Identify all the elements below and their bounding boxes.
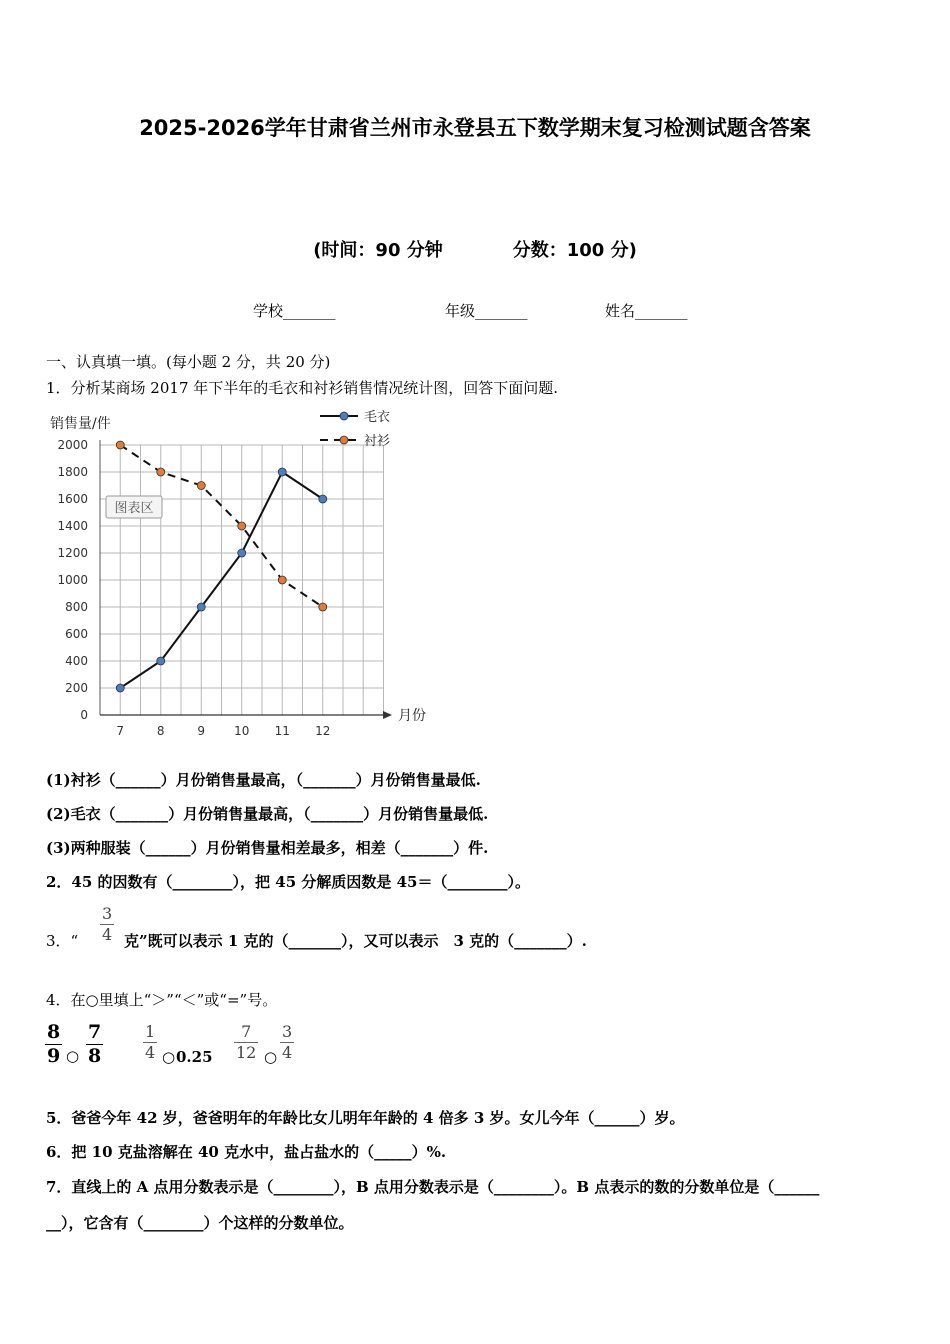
school-field: 学校_______ [253, 302, 336, 320]
legend-label: 衬衫 [364, 434, 391, 449]
fraction-numerator: 3 [282, 1022, 293, 1041]
y-tick-label: 0 [80, 708, 88, 722]
x-axis-arrow [383, 711, 392, 719]
sales-line-chart [40, 400, 460, 750]
legend-marker [340, 412, 348, 420]
fraction-1-4 [143, 1024, 157, 1061]
data-point-sweater [157, 657, 165, 665]
fraction-numerator: 3 [102, 904, 113, 923]
y-tick-label: 1600 [57, 492, 88, 506]
compare-circle: ○ [66, 1047, 80, 1065]
data-point-sweater [238, 549, 246, 557]
y-tick-label: 800 [65, 600, 88, 614]
question-7-cont: __），它含有（________）个这样的分数单位。 [46, 1214, 354, 1232]
x-tick-label: 10 [234, 724, 250, 738]
question-4: 4．在○里填上“＞”“＜”或“=”号。 [46, 991, 278, 1009]
grade-field: 年级_______ [445, 302, 528, 320]
fraction-denominator: 4 [102, 925, 113, 944]
data-point-shirt [157, 468, 165, 476]
question-1-2: (2)毛衣（_______）月份销售量最高，（_______）月份销售量最低. [46, 805, 489, 823]
question-1-1: (1)衬衫（______）月份销售量最高，（_______）月份销售量最低. [46, 771, 481, 789]
y-tick-label: 600 [65, 627, 88, 641]
y-axis-label: 销售量/件 [50, 416, 111, 432]
fraction-denominator: 9 [47, 1045, 61, 1067]
fraction-denominator: 4 [282, 1043, 293, 1062]
fraction-numerator: 8 [47, 1021, 61, 1043]
y-tick-label: 1400 [57, 519, 88, 533]
y-tick-label: 200 [65, 681, 88, 695]
fraction-7-8 [86, 1023, 103, 1066]
fraction-7-12 [234, 1024, 258, 1061]
fraction-denominator: 8 [88, 1045, 102, 1067]
chart-area-tooltip: 图表区 [114, 501, 154, 516]
data-point-sweater [278, 468, 286, 476]
fraction-numerator: 7 [88, 1021, 102, 1043]
question-3-prefix: 3．“ [46, 932, 79, 950]
data-point-shirt [197, 482, 205, 490]
fraction-denominator: 4 [145, 1043, 156, 1062]
x-tick-label: 11 [274, 724, 290, 738]
legend-marker [340, 436, 348, 444]
name-field: 姓名_______ [605, 302, 688, 320]
question-1: 1．分析某商场 2017 年下半年的毛衣和衬衫销售情况统计图，回答下面问题. [46, 379, 559, 397]
y-tick-label: 1000 [57, 573, 88, 587]
data-point-shirt [116, 441, 124, 449]
fraction-denominator: 12 [236, 1043, 257, 1062]
question-2: 2．45 的因数有（________），把 45 分解质因数是 45＝（________）。 [46, 873, 530, 891]
data-point-sweater [197, 603, 205, 611]
question-3: 克”既可以表示 1 克的（_______），又可以表示 3 克的（_______）. [124, 932, 587, 950]
exam-meta [0, 236, 950, 262]
data-point-shirt [278, 576, 286, 584]
y-tick-label: 2000 [57, 438, 88, 452]
data-point-sweater [319, 495, 327, 503]
fraction-3-4 [280, 1024, 294, 1061]
data-point-shirt [319, 603, 327, 611]
compare-circle: ○ [264, 1048, 278, 1066]
fraction-numerator: 1 [145, 1022, 156, 1041]
exam-time: (时间：90 分钟 [313, 240, 443, 261]
fraction-8-9 [45, 1023, 62, 1066]
question-1-3: (3)两种服装（______）月份销售量相差最多，相差（_______）件. [46, 839, 489, 857]
fraction-three-quarters [100, 906, 114, 943]
y-tick-label: 400 [65, 654, 88, 668]
exam-score: 分数：100 分) [512, 240, 637, 261]
y-tick-label: 1800 [57, 465, 88, 479]
question-5: 5．爸爸今年 42 岁，爸爸明年的年龄比女儿明年年龄的 4 倍多 3 岁。女儿今年（______）岁。 [46, 1109, 685, 1127]
question-6: 6．把 10 克盐溶解在 40 克水中，盐占盐水的（_____）%. [46, 1143, 447, 1161]
x-tick-label: 7 [116, 724, 125, 738]
section-heading: 一、认真填一填。(每小题 2 分，共 20 分) [46, 353, 331, 371]
compare-circle: ○ [162, 1048, 176, 1066]
legend-label: 毛衣 [364, 410, 391, 425]
x-tick-label: 9 [197, 724, 206, 738]
data-point-shirt [238, 522, 246, 530]
fraction-numerator: 7 [241, 1022, 252, 1041]
x-axis-label: 月份 [398, 708, 426, 724]
x-tick-label: 8 [156, 724, 165, 738]
page-title: 2025-2026学年甘肃省兰州市永登县五下数学期末复习检测试题含答案 [139, 116, 811, 140]
data-point-sweater [116, 684, 124, 692]
x-tick-label: 12 [315, 724, 331, 738]
decimal-value: 0.25 [176, 1048, 213, 1066]
question-7: 7．直线上的 A 点用分数表示是（________），B 点用分数表示是（________）。B 点表示的数的分数单位是（______ [46, 1178, 820, 1196]
y-tick-label: 1200 [57, 546, 88, 560]
